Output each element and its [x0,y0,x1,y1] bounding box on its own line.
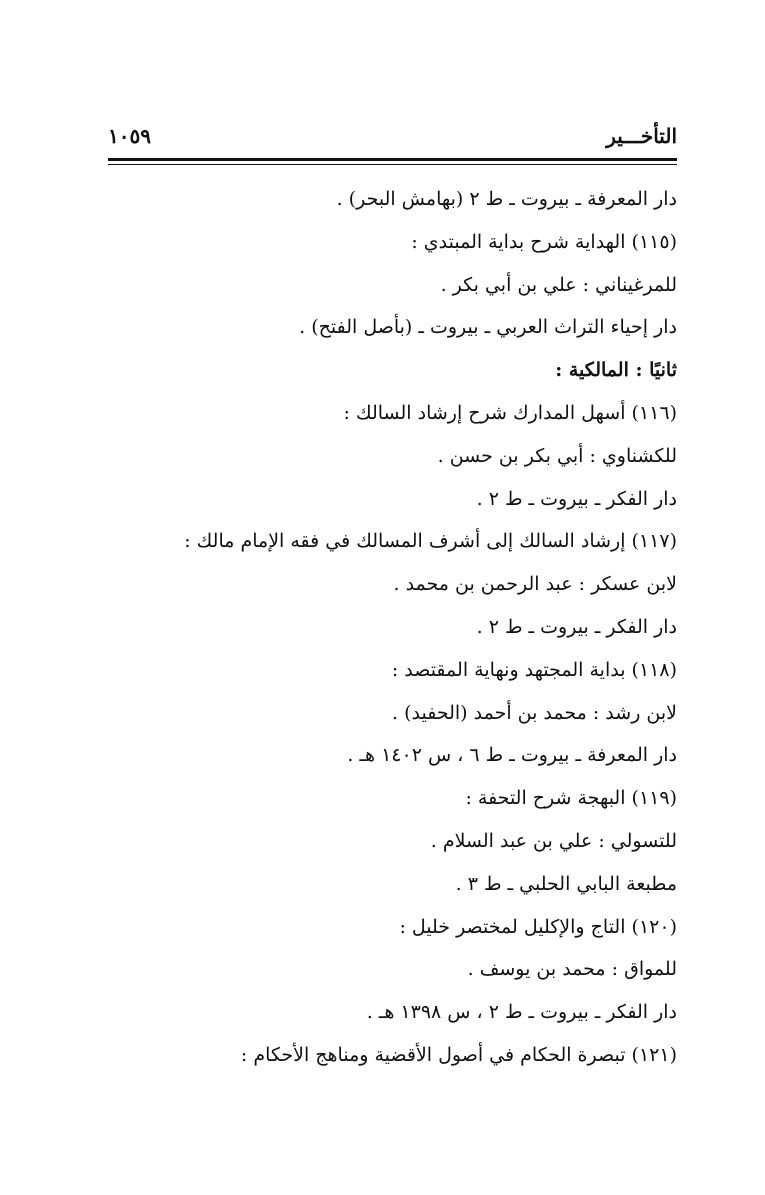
bibliography-line: دار الفكر ـ بيروت ـ ط ٢ . [476,487,677,510]
bibliography-line: دار إحياء التراث العربي ـ بيروت ـ (بأصل الفتح) . [299,316,677,339]
page-number: ١٠٥٩ [108,124,151,148]
running-header [108,118,677,152]
bibliography-line: للتسولي : علي بن عبد السلام . [430,829,677,852]
bibliography-line: دار الفكر ـ بيروت ـ ط ٢ ، س ١٣٩٨ هـ . [366,1001,677,1024]
section-heading: ثانيًا : المالكية : [555,359,677,382]
bibliography-line: (١٢١) تبصرة الحكام في أصول الأقضية ومناهج الأحكام : [240,1043,677,1066]
bibliography-line: مطبعة البابي الحلبي ـ ط ٣ . [455,872,677,895]
bibliography-line: لابن عسكر : عبد الرحمن بن محمد . [393,573,677,596]
bibliography-list [108,178,677,1077]
bibliography-line: (١١٧) إرشاد السالك إلى أشرف المسالك في فقه الإمام مالك : [184,530,677,553]
bibliography-line: للكشناوي : أبي بكر بن حسن . [437,444,677,467]
chapter-title: التأخـــير [606,124,677,148]
bibliography-line: (١١٥) الهداية شرح بداية المبتدي : [411,230,677,253]
bibliography-line: (١١٨) بداية المجتهد ونهاية المقتصد : [391,658,677,681]
bibliography-line: (١٢٠) التاج والإكليل لمختصر خليل : [399,915,677,938]
header-rule-thick [108,158,677,161]
bibliography-line: دار الفكر ـ بيروت ـ ط ٢ . [476,615,677,638]
bibliography-line: للمواق : محمد بن يوسف . [467,958,677,981]
bibliography-line: دار المعرفة ـ بيروت ـ ط ٦ ، س ١٤٠٢ هـ . [347,744,677,767]
bibliography-line: لابن رشد : محمد بن أحمد (الحفيد) . [392,701,677,724]
header-rule-thin [108,164,677,165]
bibliography-line: (١١٩) البهجة شرح التحفة : [465,787,677,810]
bibliography-line: (١١٦) أسهل المدارك شرح إرشاد السالك : [343,401,677,424]
bibliography-line: للمرغيناني : علي بن أبي بكر . [440,273,677,296]
bibliography-line: دار المعرفة ـ بيروت ـ ط ٢ (بهامش البحر) . [336,188,677,210]
